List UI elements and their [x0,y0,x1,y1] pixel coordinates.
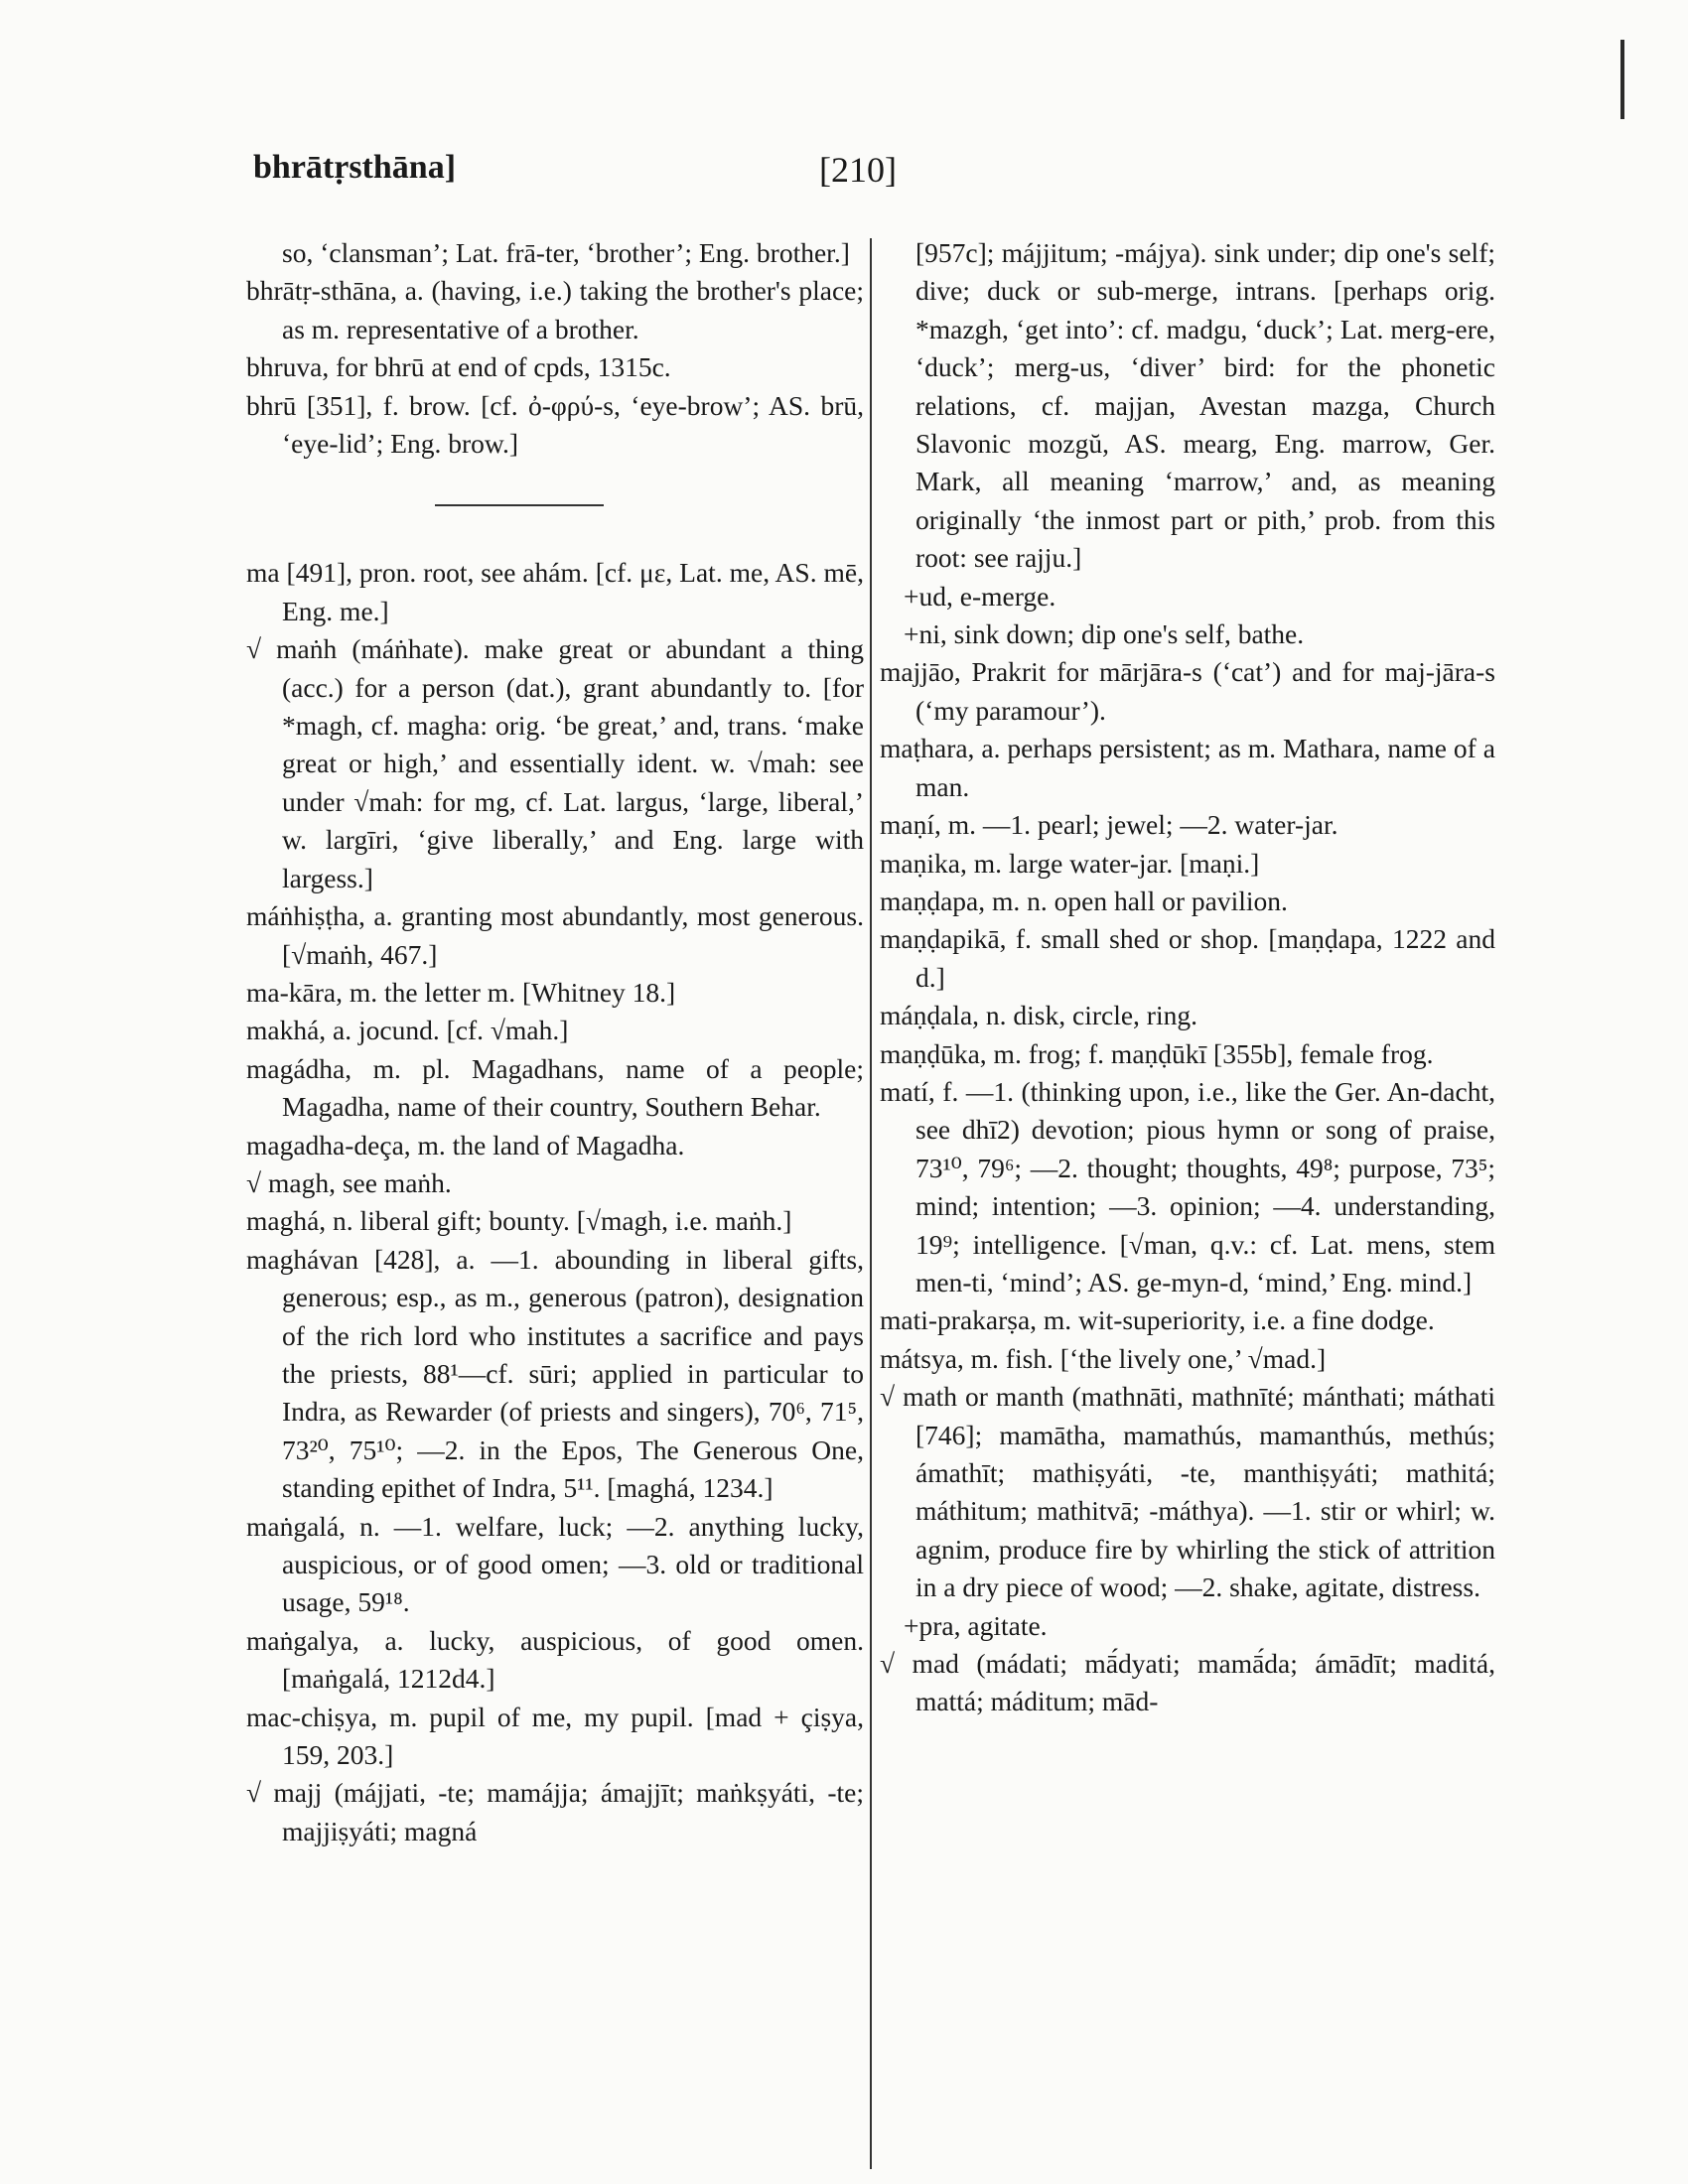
dictionary-entry: maghávan [428], a. —1. abounding in liberal gifts, generous; esp., as m., generous (patron), designation of the rich lord who institutes a sacrifice and pays the priests, 88¹—cf. sūri; applied in particular to Indra, as Rewarder (of priests and singers), 70⁶, 71⁵, 73²⁰, 75¹⁰; —2. in the Epos, The Generous One, standing epithet of Indra, 5¹¹. [maghá, 1234.] [246,1243,864,1504]
dictionary-entry: máṅhiṣṭha, a. granting most abundantly, most generous. [√maṅh, 467.] [246,900,864,970]
dictionary-entry: maṇḍapikā, f. small shed or shop. [maṇḍapa, 1222 and d.] [880,923,1495,993]
page-header [253,149,1484,199]
dictionary-entry: bhrū [351], f. brow. [cf. ὀ-φρύ-s, ‘eye-brow’; AS. brū, ‘eye-lid’; Eng. brow.] [246,389,864,460]
dictionary-entry: maṅgalya, a. lucky, auspicious, of good omen. [maṅgalá, 1212d4.] [246,1624,864,1695]
dictionary-entry: magadha-deça, m. the land of Magadha. [246,1129,685,1160]
left-column [246,234,864,1850]
dictionary-entry: ma [491], pron. root, see ahám. [cf. με, Lat. me, AS. mē, Eng. me.] [246,557,864,626]
dictionary-entry: √ math or manth (mathnāti, mathnīté; mánthati; máthati [746]; mamātha, mamathús, mamanthús, methús; ámathīt; mathiṣyáti, -te, manthiṣyáti; mathitá; máthitum; mathitvā; -máthya). —1. stir or whirl; w. agnim, produce fire by whirling the stick of attrition in a dry piece of wood; —2. shake, agitate, distress. [880,1381,1495,1603]
dictionary-entry: maṇḍūka, m. frog; f. maṇḍūkī [355b], female frog. [880,1037,1434,1069]
dictionary-entry: maṇika, m. large water-jar. [maṇi.] [880,847,1260,879]
page-number: [210] [819,150,897,190]
dictionary-entry: mac-chiṣya, m. pupil of me, my pupil. [mad + çiṣya, 159, 203.] [246,1701,864,1771]
dictionary-entry: √ majj (májjati, -te; mamájja; ámajjīt; maṅkṣyáti, -te; majjiṣyáti; magná [246,1777,864,1846]
dictionary-entry: majjāo, Prakrit for mārjāra-s (‘cat’) and for maj-jāra-s (‘my paramour’). [880,656,1495,726]
dictionary-entry: matí, f. —1. (thinking upon, i.e., like the Ger. An-dacht, see dhī2) devotion; pious hymn or song of praise, 73¹⁰, 79⁶; —2. thought; thoughts, 49⁸; purpose, 73⁵; mind; intention; —3. opinion; —4. understanding, 19⁹; intelligence. [√man, q.v.: cf. Lat. mens, stem men-ti, ‘mind’; AS. ge-myn-d, ‘mind,’ Eng. mind.] [880,1075,1495,1297]
dictionary-entry: maṭhara, a. perhaps persistent; as m. Mathara, name of a man. [880,733,1495,802]
dictionary-entry: maṅgalá, n. —1. welfare, luck; —2. anything lucky, auspicious, or of good omen; —3. old or traditional usage, 59¹⁸. [246,1510,864,1618]
dictionary-entry: √ mad (mádati; mā́dyati; mamā́da; ámādīt; maditá, mattá; máditum; mād- [880,1648,1495,1717]
dictionary-entry: maṇḍapa, m. n. open hall or pavilion. [880,885,1288,916]
scan-edge-mark [1620,40,1624,119]
sub-entry: +pra, agitate. [904,1609,1048,1641]
dictionary-entry: mátsya, m. fish. [‘the lively one,’ √mad.] [880,1342,1327,1374]
sub-entry: +ni, sink down; dip one's self, bathe. [904,618,1305,650]
dictionary-entry: magádha, m. pl. Magadhans, name of a people; Magadha, name of their country, Southern Behar. [246,1052,864,1123]
section-separator [435,504,604,506]
entry-continuation: so, ‘clansman’; Lat. frā-ter, ‘brother’; Eng. brother.] [282,237,850,268]
running-head-word: bhrātṛsthāna] [253,149,457,186]
dictionary-entry: √ magh, see maṅh. [246,1166,452,1198]
dictionary-entry: bhrātṛ-sthāna, a. (having, i.e.) taking the brother's place; as m. representative of a brother. [246,275,864,344]
right-column [880,234,1495,1721]
dictionary-entry: √ maṅh (máṅhate). make great or abundant a thing (acc.) for a person (dat.), grant abundantly to. [for *magh, cf. magha: orig. ‘be great,’ and, trans. ‘make great or high,’ and essentially ident. w. √mah: see under √mah: for mg, cf. Lat. largus, ‘large, liberal,’ w. largīri, ‘give liberally,’ and Eng. large with largess.] [246,633,864,893]
column-divider [870,238,872,2169]
dictionary-entry: maṇí, m. —1. pearl; jewel; —2. water-jar. [880,809,1338,841]
dictionary-entry: ma-kāra, m. the letter m. [Whitney 18.] [246,976,676,1008]
sub-entry: +ud, e-merge. [904,580,1056,612]
dictionary-entry: mati-prakarṣa, m. wit-superiority, i.e. a fine dodge. [880,1304,1435,1336]
dictionary-entry: bhruva, for bhrū at end of cpds, 1315c. [246,351,671,383]
dictionary-entry: maghá, n. liberal gift; bounty. [√magh, i.e. maṅh.] [246,1205,792,1237]
entry-continuation: [957c]; májjitum; -májya). sink under; dip one's self; dive; duck or sub-merge, intrans. [perhaps orig. *mazgh, ‘get into’: cf. madgu, ‘duck’; Lat. merg-ere, ‘duck’; merg-us, ‘diver’ bird: for the phonetic relations, cf. majjan, Avestan mazga, Church Slavonic mozgŭ, AS. mearg, Eng. marrow, Ger. Mark, all meaning ‘marrow,’ and, as meaning originally ‘the inmost part or pith,’ prob. from this root: see rajju.] [915,237,1495,574]
dictionary-entry: máṇḍala, n. disk, circle, ring. [880,1000,1197,1031]
dictionary-entry: makhá, a. jocund. [cf. √mah.] [246,1015,569,1046]
